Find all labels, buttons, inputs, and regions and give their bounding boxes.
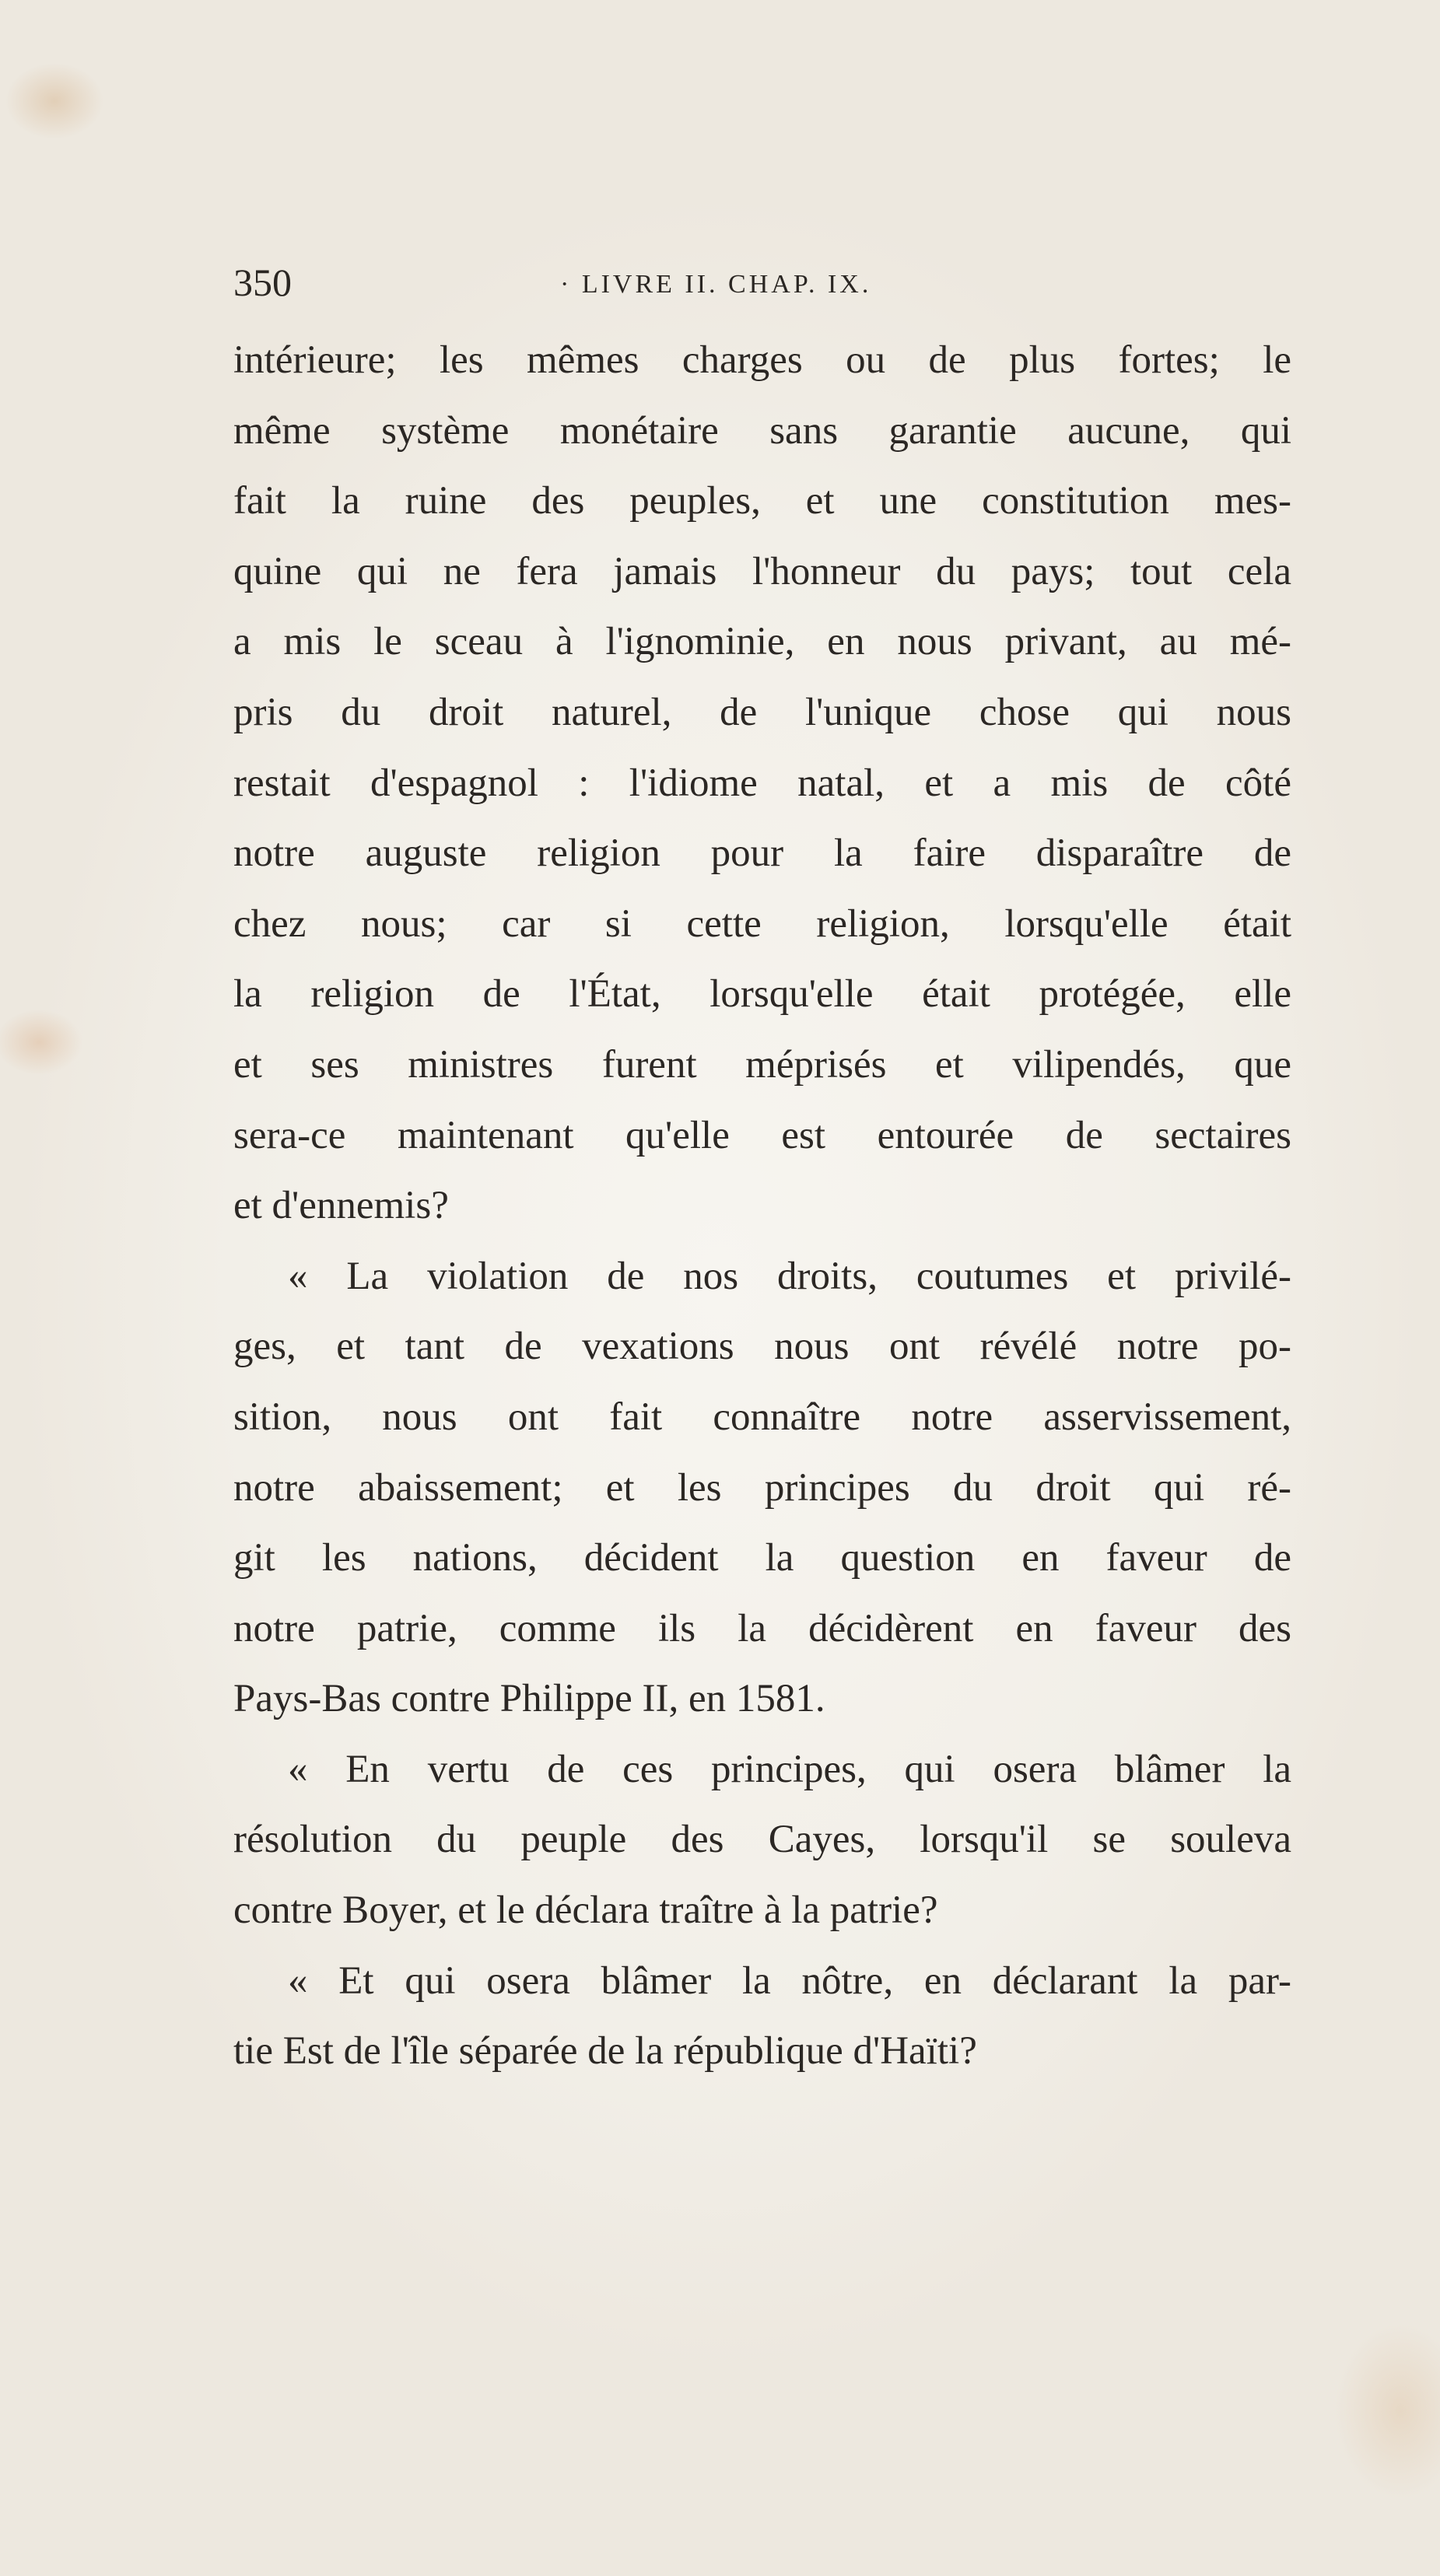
text-line: restait d'espagnol : l'idiome natal, et a mis de côté <box>233 761 1291 805</box>
text-line: quine qui ne fera jamais l'honneur du pays; tout cela <box>233 549 1291 593</box>
text-line: et d'ennemis? <box>233 1184 449 1228</box>
text-line: contre Boyer, et le déclara traître à la patrie? <box>233 1888 938 1933</box>
text-line: notre auguste religion pour la faire disparaître de <box>233 831 1291 876</box>
paragraph-3 <box>233 1734 1291 1946</box>
text-line: notre patrie, comme ils la décidèrent en faveur des <box>233 1606 1291 1650</box>
text-line: « La violation de nos droits, coutumes et privilé- <box>288 1254 1291 1298</box>
text-line: pris du droit naturel, de l'unique chose qui nous <box>233 690 1291 734</box>
running-head: · LIVRE II. CHAP. IX. <box>560 270 872 299</box>
paragraph-4 <box>233 1946 1291 2087</box>
page-header <box>233 259 1291 313</box>
text-line: résolution du peuple des Cayes, lorsqu'il se souleva <box>233 1818 1291 1862</box>
body-text <box>233 325 1291 2087</box>
text-line: « Et qui osera blâmer la nôtre, en déclarant la par- <box>288 1958 1291 2003</box>
text-line: sition, nous ont fait connaître notre asservissement, <box>233 1395 1291 1439</box>
text-line: « En vertu de ces principes, qui osera blâmer la <box>288 1747 1291 1791</box>
paragraph-2 <box>233 1241 1291 1734</box>
text-line: Pays-Bas contre Philippe II, en 1581. <box>233 1677 825 1721</box>
text-line: a mis le sceau à l'ignominie, en nous privant, au mé- <box>233 620 1291 664</box>
text-line: la religion de l'État, lorsqu'elle était protégée, elle <box>233 972 1291 1017</box>
text-line: git les nations, décident la question en faveur de <box>233 1536 1291 1580</box>
text-line: chez nous; car si cette religion, lorsqu'elle était <box>233 901 1291 946</box>
text-line: sera-ce maintenant qu'elle est entourée de sectaires <box>233 1113 1291 1157</box>
page-number: 350 <box>233 261 292 304</box>
text-line: ges, et tant de vexations nous ont révélé notre po- <box>233 1325 1291 1369</box>
text-line: et ses ministres furent méprisés et vilipendés, que <box>233 1042 1291 1087</box>
text-line: même système monétaire sans garantie aucune, qui <box>233 408 1291 453</box>
text-line: intérieure; les mêmes charges ou de plus fortes; le <box>233 338 1291 382</box>
text-line: fait la ruine des peuples, et une constitution mes- <box>233 479 1291 523</box>
text-line: notre abaissement; et les principes du droit qui ré- <box>233 1465 1291 1510</box>
text-line: tie Est de l'île séparée de la république d'Haïti? <box>233 2029 977 2074</box>
paragraph-1 <box>233 325 1291 1241</box>
